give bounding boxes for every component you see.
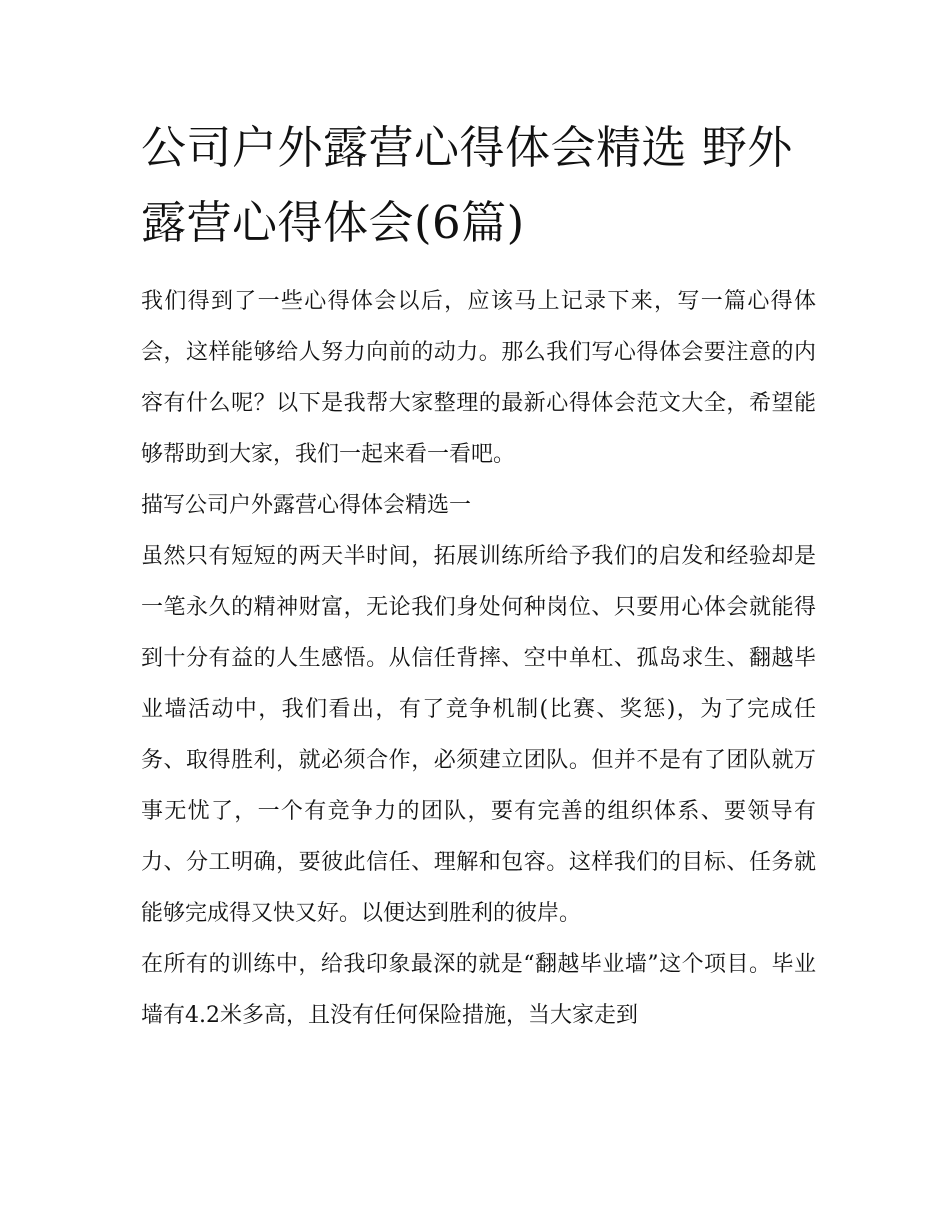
body-paragraph-1: 虽然只有短短的两天半时间，拓展训练所给予我们的启发和经验却是一笔永久的精神财富，无论我们身处何种岗位、只要用心体会就能得到十分有益的人生感悟。从信任背摔、空中单杠、孤岛求生、翻越毕业墙活动中，我们看出，有了竞争机制(比赛、奖惩)，为了完成任务、取得胜利，就必须合作，必须建立团队。但并不是有了团队就万事无忧了，一个有竞争力的团队，要有完善的组织体系、要领导有力、分工明确，要彼此信任、理解和包容。这样我们的目标、任务就能够完成得又快又好。以便达到胜利的彼岸。 [141,544,816,926]
document-body [141,110,816,1041]
document-title: 公司户外露营心得体会精选 野外露营心得体会(6篇) [141,121,793,249]
intro-paragraph: 我们得到了一些心得体会以后，应该马上记录下来，写一篇心得体会，这样能够给人努力向前的动力。那么我们写心得体会要注意的内容有什么呢？以下是我帮大家整理的最新心得体会范文大全，希望能够帮助到大家，我们一起来看一看吧。 [141,289,816,467]
body-paragraph-2: 在所有的训练中，给我印象最深的就是“翻越毕业墙”这个项目。毕业墙有4.2米多高，且没有任何保险措施，当大家走到 [141,952,816,1028]
section-heading: 描写公司户外露营心得体会精选一 [141,493,472,518]
